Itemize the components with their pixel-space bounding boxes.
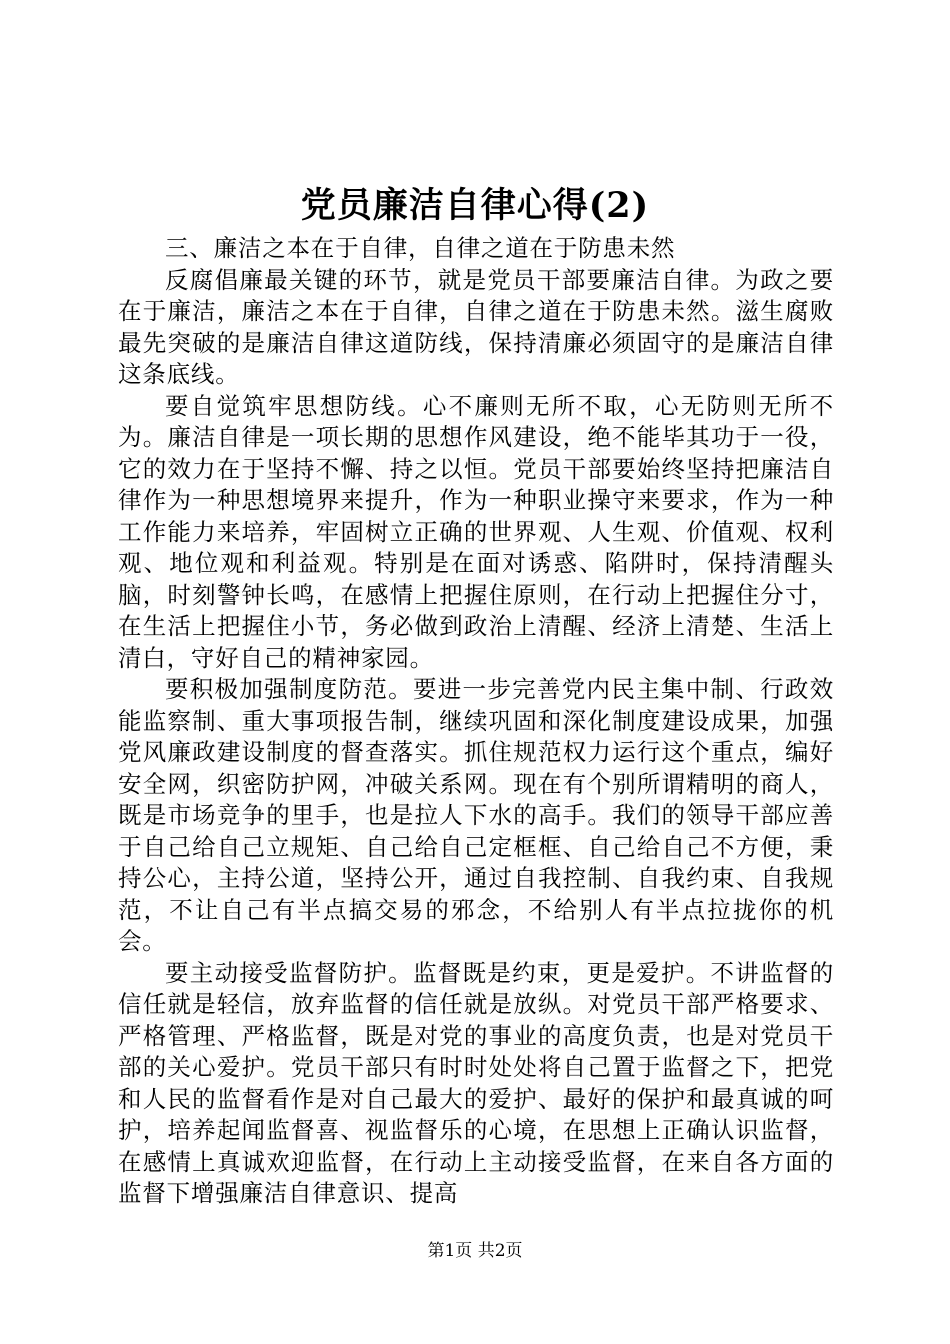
section-heading: 三、廉洁之本在于自律，自律之道在于防患未然 <box>165 234 676 262</box>
body-paragraph: 要自觉筑牢思想防线。心不廉则无所不取，心无防则无所不为。廉洁自律是一项长期的思想作风建设，绝不能毕其功于一役，它的效力在于坚持不懈、持之以恒。党员干部要始终坚持把廉洁自律作为一种思想境界来提升，作为一种职业操守来要求，作为一种工作能力来培养，牢固树立正确的世界观、人生观、价值观、权利观、地位观和利益观。特别是在面对诱惑、陷阱时，保持清醒头脑，时刻警钟长鸣，在感情上把握住原则，在行动上把握住分寸，在生活上把握住小节，务必做到政治上清醒、经济上清楚、生活上清白，守好自己的精神家园。 <box>118 391 834 672</box>
document-body <box>118 233 834 1210</box>
document-title: 党员廉洁自律心得(2) <box>300 185 650 226</box>
body-paragraph: 要积极加强制度防范。要进一步完善党内民主集中制、行政效能监察制、重大事项报告制，继续巩固和深化制度建设成果，加强党风廉政建设制度的督查落实。抓住规范权力运行这个重点，编好安全网，织密防护网，冲破关系网。现在有个别所谓精明的商人，既是市场竞争的里手，也是拉人下水的高手。我们的领导干部应善于自己给自己立规矩、自己给自己定框框、自己给自己不方便，秉持公心，主持公道，坚持公开，通过自我控制、自我约束、自我规范，不让自己有半点搞交易的邪念，不给别人有半点拉拢你的机会。 <box>118 675 834 955</box>
body-paragraph: 要主动接受监督防护。监督既是约束，更是爱护。不讲监督的信任就是轻信，放弃监督的信任就是放纵。对党员干部严格要求、严格管理、严格监督，既是对党的事业的高度负责，也是对党员干部的关心爱护。党员干部只有时时处处将自己置于监督之下，把党和人民的监督看作是对自己最大的爱护、最好的保护和最真诚的呵护，培养起闻监督喜、视监督乐的心境，在思想上正确认识监督，在感情上真诚欢迎监督，在行动上主动接受监督，在来自各方面的监督下增强廉洁自律意识、提高 <box>118 958 834 1207</box>
page-number-footer: 第1页 共2页 <box>427 1241 523 1261</box>
body-paragraph: 反腐倡廉最关键的环节，就是党员干部要廉洁自律。为政之要在于廉洁，廉洁之本在于自律，自律之道在于防患未然。滋生腐败最先突破的是廉洁自律这道防线，保持清廉必须固守的是廉洁自律这条底线。 <box>118 265 834 388</box>
